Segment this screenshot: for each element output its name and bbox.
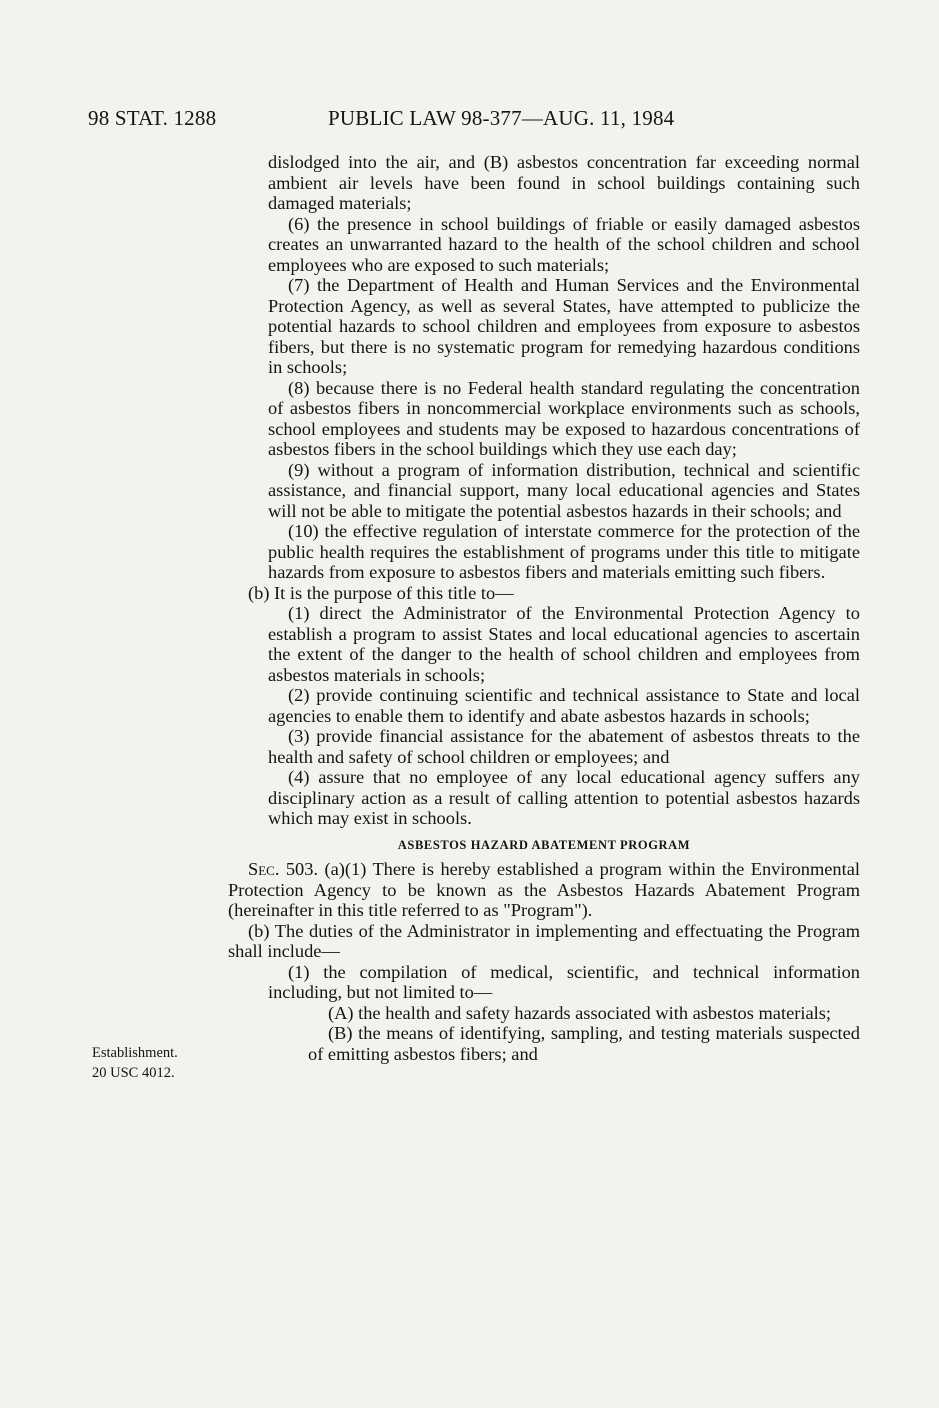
finding-10: (10) the effective regulation of interstate commerce for the protection of the public health requires the establishment of programs under this title to mitigate hazards from exposure to asbestos fibers and materials emitting such fibers. <box>268 521 860 582</box>
margin-notes <box>92 1043 212 1083</box>
margin-note-usc-citation: 20 USC 4012. <box>92 1065 175 1081</box>
finding-7: (7) the Department of Health and Human Services and the Environmental Protection Agency, as well as several States, have attempted to publicize the potential hazards to school children and employees from exposure to asbestos fibers, but there is no systematic program for remedying hazardous conditions in schools; <box>268 275 860 377</box>
section-503-b1A: (A) the health and safety hazards associated with asbestos materials; <box>328 1002 832 1023</box>
body-text <box>228 152 860 1064</box>
finding-9: (9) without a program of information distribution, technical and scientific assistance, and financial support, many local educational agencies and States will not be able to mitigate the potential asbestos hazards in their schools; and <box>268 459 860 521</box>
section-503-a1-text: (a)(1) There is hereby established a program within the Environmental Protection Agency to be known as the Asbestos Hazards Abatement Program (hereinafter in this title referred to as "Program"). <box>228 859 861 920</box>
section-503-a1 <box>228 859 860 921</box>
section-number: Sec. 503. <box>248 859 319 879</box>
purpose-1: (1) direct the Administrator of the Environmental Protection Agency to establish a program to assist States and local educational agencies to ascertain the extent of the danger to the health of school children and employees from asbestos materials in schools; <box>268 603 860 685</box>
section-503-b-intro: (b) The duties of the Administrator in implementing and effectuating the Program shall include— <box>228 920 860 961</box>
margin-note-establishment: Establishment. <box>92 1045 178 1061</box>
purpose-3: (3) provide financial assistance for the abatement of asbestos threats to the health and safety of school children or employees; and <box>268 726 860 767</box>
section-heading: ASBESTOS HAZARD ABATEMENT PROGRAM <box>397 837 691 852</box>
running-head <box>88 106 868 136</box>
purpose-4: (4) assure that no employee of any local educational agency suffers any disciplinary action as a result of calling attention to potential asbestos hazards which may exist in schools. <box>268 767 860 828</box>
findings-continuation: dislodged into the air, and (B) asbestos concentration far exceeding normal ambient air levels have been found in school buildings containing such damaged materials; <box>268 152 860 213</box>
public-law-title: PUBLIC LAW 98-377—AUG. 11, 1984 <box>328 106 675 130</box>
section-503-b1B: (B) the means of identifying, sampling, and testing materials suspected of emitting asbestos fibers; and <box>308 1023 860 1064</box>
finding-8: (8) because there is no Federal health standard regulating the concentration of asbestos fibers in noncommercial workplace environments such as schools, school employees and students may be exposed to hazardous concentrations of asbestos fibers in the school buildings which they use each day; <box>268 377 860 459</box>
purpose-2: (2) provide continuing scientific and technical assistance to State and local agencies to enable them to identify and abate asbestos hazards in schools; <box>268 685 860 726</box>
purpose-intro: (b) It is the purpose of this title to— <box>248 582 514 603</box>
finding-6: (6) the presence in school buildings of friable or easily damaged asbestos creates an unwarranted hazard to the health of the school children and school employees who are exposed to such materials; <box>268 213 860 275</box>
statute-page-number: 98 STAT. 1288 <box>88 106 217 130</box>
section-503-b1: (1) the compilation of medical, scientific, and technical information including, but not limited to— <box>268 961 860 1002</box>
